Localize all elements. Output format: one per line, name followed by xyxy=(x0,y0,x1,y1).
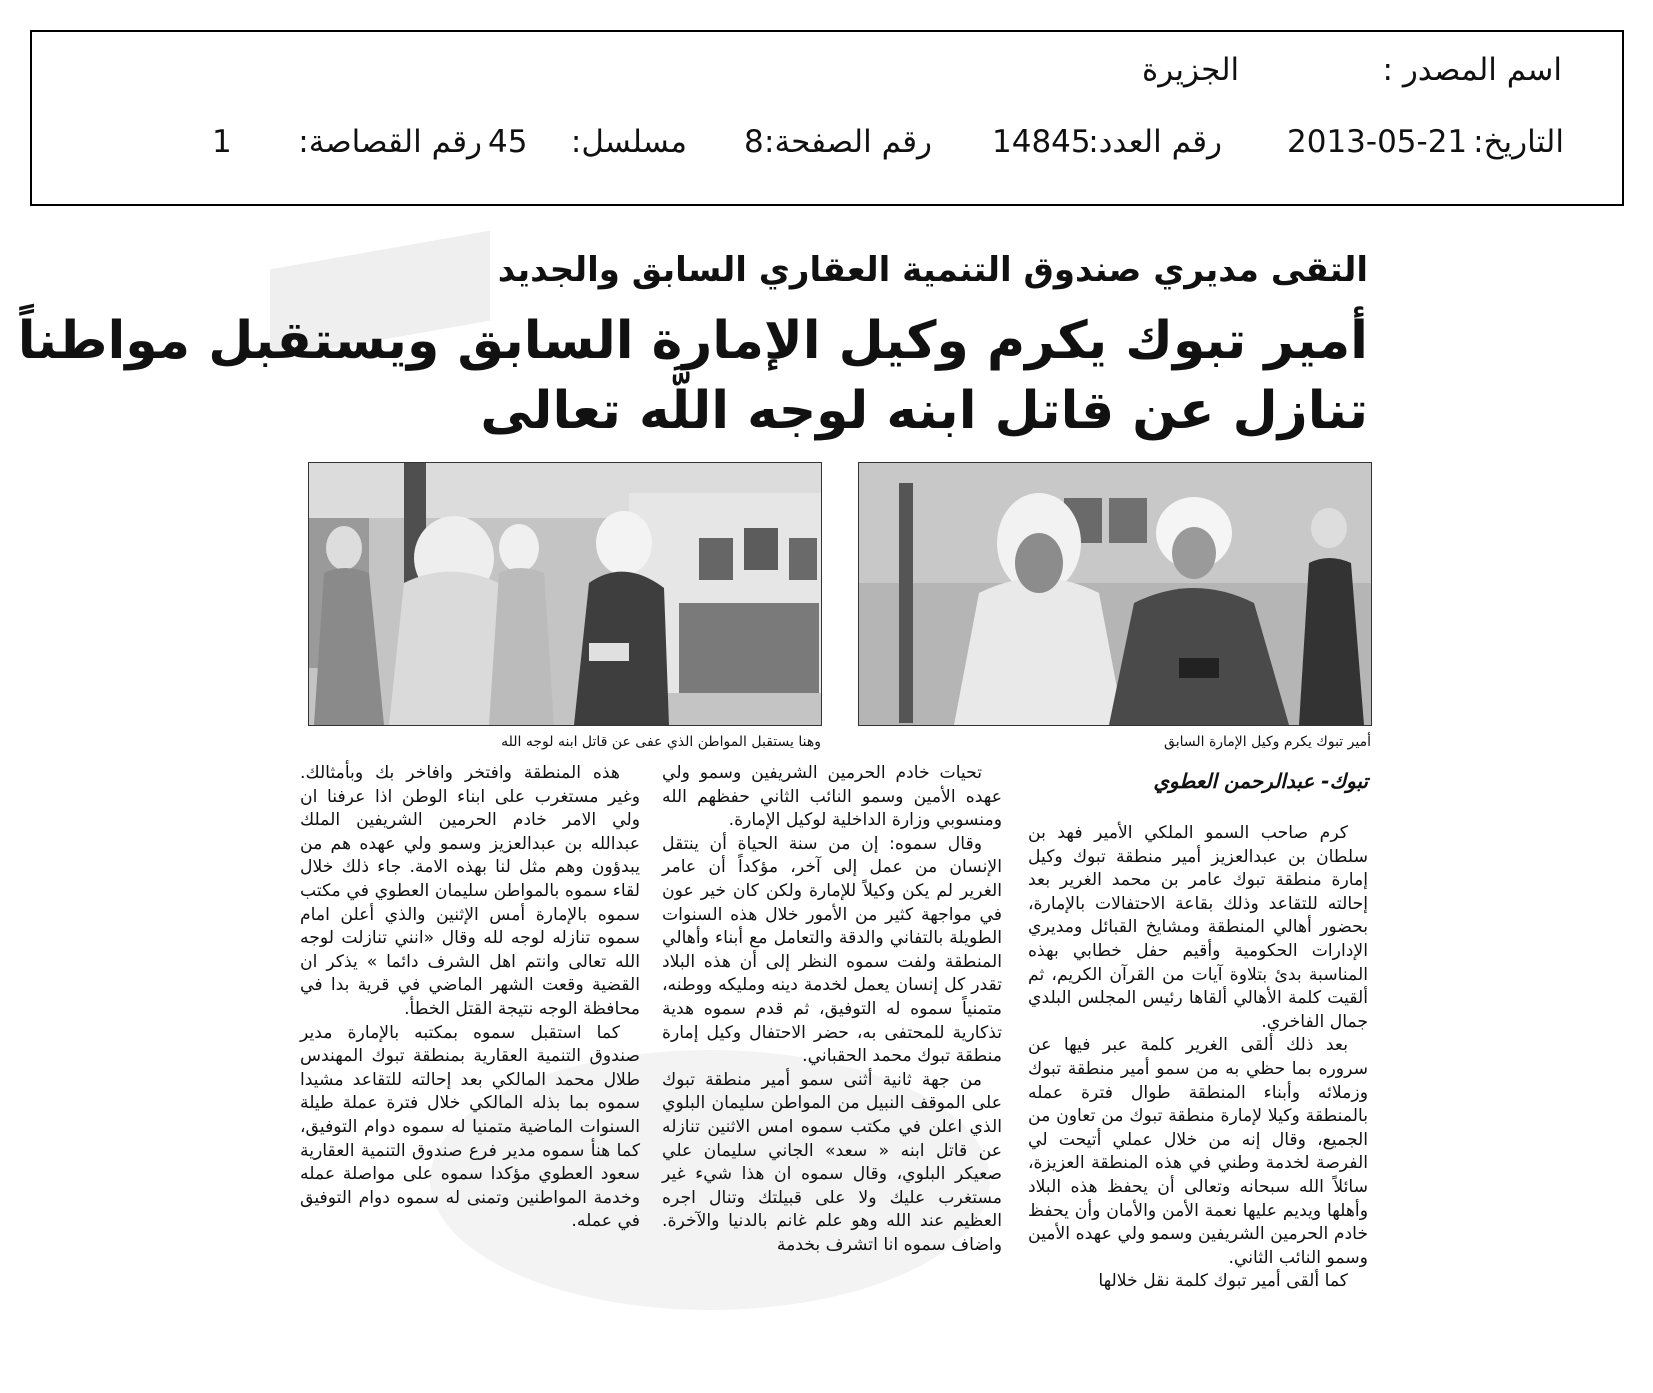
article-column-2 xyxy=(662,762,1002,1257)
article-headline-line2: تنازل عن قاتل ابنه لوجه اللَّه تعالى xyxy=(480,381,1368,441)
photo-caption-right: أمير تبوك يكرم وكيل الإمارة السابق xyxy=(1164,734,1371,750)
date-label: التاريخ: xyxy=(1473,124,1564,160)
photo-prince-honoring xyxy=(858,462,1372,726)
serial-label: مسلسل: xyxy=(570,124,687,160)
photo-caption-left: وهنا يستقبل المواطن الذي عفى عن قاتل ابنه لوجه الله xyxy=(501,734,821,750)
article-headline-line1: أمير تبوك يكرم وكيل الإمارة السابق ويستقبل مواطناً xyxy=(17,311,1368,371)
clip-value: 1 xyxy=(212,124,232,160)
column-1-paragraph: بعد ذلك ألقى الغرير كلمة عبر فيها عن سروره بما حظي به من سمو أمير منطقة تبوك وزملائه وأبناء المنطقة طوال فترة عمله بالمنطقة وكيلا لإمارة منطقة تبوك من تعاون من الجميع، وقال إنه من خلال عملي أتيحت لي الفرصة لخدمة وطني في هذه المنطقة العزيزة، سائلاً الله سبحانه وتعالى أن يحفظ هذه البلاد وأهلها ويديم عليها نعمة الأمن والأمان وأن يحفظ خادم الحرمين الشريفين وسمو ولي عهده الأمين وسمو النائب الثاني. xyxy=(1028,1035,1368,1268)
column-1-paragraph: كما ألقى أمير تبوك كلمة نقل خلالها xyxy=(1098,1271,1348,1292)
column-1-paragraph: كرم صاحب السمو الملكي الأمير فهد بن سلطان بن عبدالعزيز أمير منطقة تبوك وكيل إمارة منطقة تبوك عامر بن محمد الغرير بعد إحالته للتقاعد وذلك بقاعة الاحتفالات بالإمارة، بحضور أهالي المنطقة ومشايخ القبائل ومديري الإدارات الحكومية وأقيم حفل خطابي بهذه المناسبة بدئ بتلاوة آيات من القرآن الكريم، ثم ألقيت كلمة الأهالي ألقاها رئيس المجلس البلدي جمال الفاخري. xyxy=(1028,823,1368,1032)
document-header xyxy=(30,30,1624,206)
photo-citizen-reception-image xyxy=(309,463,821,725)
date-value: 2013-05-21 xyxy=(1287,124,1468,160)
page-label: رقم الصفحة: xyxy=(764,124,932,160)
photo-citizen-reception xyxy=(308,462,822,726)
article-column-3 xyxy=(300,762,640,1234)
article-column-1 xyxy=(1028,822,1368,1294)
source-label: اسم المصدر : xyxy=(1382,52,1562,88)
issue-value: 14845 xyxy=(992,124,1091,160)
clip-label: رقم القصاصة: xyxy=(298,124,482,160)
column-2-paragraph: تحيات خادم الحرمين الشريفين وسمو ولي عهده الأمين وسمو النائب الثاني حفظهم الله ومنسوبي وزارة الداخلية لوكيل الإمارة. xyxy=(662,763,1002,831)
column-3-paragraph: هذه المنطقة وافتخر وافاخر بك وبأمثالك. وغير مستغرب على ابناء الوطن اذا عرفنا ان ولي الامر خادم الحرمين الشريفين الملك عبدالله بن عبدالعزيز وسمو ولي عهده هم من يبدؤون وهم مثل لنا بهذه الامة. جاء ذلك خلال لقاء سموه بالمواطن سليمان العطوي في مكتب سموه بالإمارة أمس الإثنين والذي أعلن امام سموه تنازله لوجه لله وقال «انني تنازلت لوجه الله تعالى وانتم اهل الشرف دائما » يذكر ان القضية وقعت الشهر الماضي في قرية بدا في محافظة الوجه نتيجة القتل الخطأ. xyxy=(300,763,640,1019)
source-value: الجزيرة xyxy=(1142,52,1240,88)
column-3-paragraph: كما استقبل سموه بمكتبه بالإمارة مدير صندوق التنمية العقارية بمنطقة تبوك المهندس طلال محمد المالكي بعد إحالته للتقاعد مشيدا سموه بما بذله المالكي خلال فترة عملة طيلة السنوات الماضية متمنيا له سموه دوام التوفيق، كما هنأ سموه مدير فرع صندوق التنمية العقارية سعود العطوي مؤكدا سموه على مواصلة عمله وخدمة المواطنين وتمنى له سموه دوام التوفيق في عمله. xyxy=(300,1022,640,1232)
issue-label: رقم العدد: xyxy=(1088,124,1222,160)
column-2-paragraph: وقال سموه: إن من سنة الحياة أن ينتقل الإنسان من عمل إلى آخر، مؤكداً أن عامر الغرير لم يكن وكيلاً للإمارة ولكن كان خير عون في مواجهة كثير من الأمور خلال هذه السنوات الطويلة بالتفاني والدقة والتعامل مع أبناء وأهالي المنطقة ولفت سموه النظر إلى أن هذه البلاد تقدر كل إنسان يعمل لخدمة دينه ومليكه ووطنه، متمنياً سموه له التوفيق، ثم قدم سموه هدية تذكارية للمحتفى به، حضر الاحتفال وكيل إمارة منطقة تبوك محمد الحقباني. xyxy=(662,833,1002,1067)
article-byline: تبوك- عبدالرحمن العطوي xyxy=(1153,769,1368,793)
article-kicker: التقى مديري صندوق التنمية العقاري السابق والجديد xyxy=(497,250,1368,290)
column-2-paragraph: من جهة ثانية أثنى سمو أمير منطقة تبوك على الموقف النبيل من المواطن سليمان البلوي الذي اعلن في مكتب سموه امس الاثنين تنازله عن قاتل ابنه « سعد» الجاني سليمان علي صعيكر البلوي، وقال سموه ان هذا شيء غير مستغرب عليك ولا على قبيلتك وتنال اجره العظيم عند الله وهو علم غانم بالدنيا والآخرة. واضاف سموه انا اتشرف بخدمة xyxy=(662,1069,1002,1255)
page-value: 8 xyxy=(744,124,764,160)
photo-prince-honoring-image xyxy=(859,463,1371,725)
serial-value: 45 xyxy=(488,124,528,160)
